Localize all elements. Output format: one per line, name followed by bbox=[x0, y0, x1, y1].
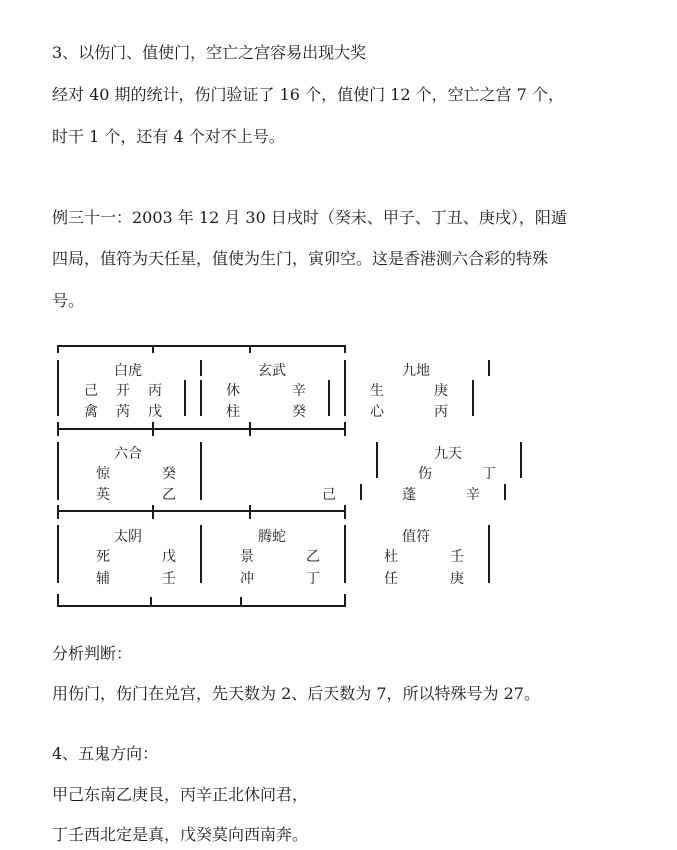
analysis-text: 用伤门，伤门在兑宫，先天数为 2、后天数为 7，所以特殊号为 27。 bbox=[52, 684, 540, 703]
chart-border bbox=[344, 525, 346, 583]
cell-glyph: 杜 bbox=[384, 549, 398, 565]
cell-glyph: 丙 bbox=[434, 404, 448, 420]
cell-glyph: 己 bbox=[84, 383, 98, 399]
cell-glyph: 癸 bbox=[292, 404, 306, 420]
cell-glyph: 禽 bbox=[84, 404, 98, 420]
chart-border bbox=[57, 525, 59, 583]
chart-border bbox=[57, 442, 59, 500]
cell-glyph: 冲 bbox=[240, 571, 254, 587]
example-line1: 例三十一：2003 年 12 月 30 日戌时（癸未、甲子、丁丑、庚戌），阳遁 bbox=[52, 208, 567, 227]
example-line3: 号。 bbox=[52, 291, 85, 310]
section3-line1: 经对 40 期的统计，伤门验证了 16 个，值使门 12 个，空亡之宫 7 个， bbox=[52, 85, 564, 104]
cell-glyph: 死 bbox=[96, 549, 110, 565]
cell-glyph: 惊 bbox=[96, 466, 110, 482]
chart-border bbox=[488, 360, 490, 376]
section3-title: 3、以伤门、值使门，空亡之宫容易出现大奖 bbox=[52, 43, 367, 62]
chart-border bbox=[57, 345, 59, 353]
cell-glyph: 戊 bbox=[148, 404, 162, 420]
chart-border bbox=[150, 597, 152, 607]
cell-glyph: 芮 bbox=[116, 404, 130, 420]
chart-border bbox=[184, 380, 186, 416]
cell-glyph: 丙 bbox=[148, 383, 162, 399]
cell-header-top-left: 白虎 bbox=[114, 363, 142, 379]
chart-border bbox=[152, 505, 154, 519]
cell-glyph: 英 bbox=[96, 487, 110, 503]
cell-glyph: 开 bbox=[116, 383, 130, 399]
chart-border bbox=[249, 505, 251, 519]
chart-border bbox=[57, 505, 59, 519]
cell-glyph: 癸 bbox=[162, 466, 176, 482]
cell-header-bot-mid: 腾蛇 bbox=[258, 529, 286, 545]
chart-border bbox=[376, 442, 378, 478]
chart-border bbox=[152, 422, 154, 436]
chart-border bbox=[200, 442, 202, 500]
cell-glyph: 庚 bbox=[434, 383, 448, 399]
chart-border bbox=[200, 360, 202, 376]
chart-border bbox=[328, 380, 330, 416]
cell-glyph: 蓬 bbox=[402, 487, 416, 503]
section4-title: 4、五鬼方向： bbox=[52, 744, 159, 763]
cell-glyph: 任 bbox=[384, 571, 398, 587]
chart-border bbox=[344, 505, 346, 519]
chart-border bbox=[472, 380, 474, 416]
section3-line2: 时干 1 个，还有 4 个对不上号。 bbox=[52, 127, 285, 146]
chart-border bbox=[488, 525, 490, 583]
cell-glyph: 生 bbox=[370, 383, 384, 399]
cell-header-bot-right: 值符 bbox=[402, 529, 430, 545]
cell-header-mid-left: 六合 bbox=[114, 446, 142, 462]
example-line2: 四局，值符为天任星，值使为生门，寅卯空。这是香港测六合彩的特殊 bbox=[52, 249, 549, 268]
cell-glyph: 壬 bbox=[450, 549, 464, 565]
chart-border bbox=[57, 428, 346, 430]
cell-glyph: 伤 bbox=[418, 466, 432, 482]
chart-border bbox=[344, 594, 346, 606]
chart-border bbox=[57, 422, 59, 436]
chart-border bbox=[520, 442, 522, 478]
chart-border bbox=[249, 345, 251, 353]
chart-border bbox=[152, 345, 154, 353]
cell-glyph: 乙 bbox=[306, 549, 320, 565]
cell-glyph: 心 bbox=[370, 404, 384, 420]
chart-border bbox=[344, 360, 346, 416]
chart-border bbox=[240, 597, 242, 607]
chart-border bbox=[200, 525, 202, 583]
cell-header-bot-left: 太阴 bbox=[114, 529, 142, 545]
cell-center-value: 己 bbox=[322, 487, 336, 503]
chart-border bbox=[504, 484, 506, 500]
cell-glyph: 丁 bbox=[306, 571, 320, 587]
chart-border bbox=[57, 605, 346, 607]
section4-line1: 甲己东南乙庚艮，丙辛正北休问君， bbox=[52, 785, 309, 804]
cell-glyph: 丁 bbox=[482, 466, 496, 482]
section4-line2: 丁壬西北定是真，戊癸莫向西南奔。 bbox=[52, 825, 309, 844]
chart-border bbox=[57, 360, 59, 416]
cell-glyph: 休 bbox=[226, 383, 240, 399]
cell-glyph: 壬 bbox=[162, 571, 176, 587]
chart-border bbox=[360, 484, 362, 500]
chart-border bbox=[57, 345, 346, 347]
chart-border bbox=[200, 380, 202, 416]
cell-glyph: 柱 bbox=[226, 404, 240, 420]
chart-border bbox=[57, 510, 346, 512]
cell-glyph: 辛 bbox=[466, 487, 480, 503]
cell-glyph: 景 bbox=[240, 549, 254, 565]
cell-glyph: 乙 bbox=[162, 487, 176, 503]
chart-border bbox=[344, 345, 346, 353]
cell-glyph: 辅 bbox=[96, 571, 110, 587]
cell-glyph: 辛 bbox=[292, 383, 306, 399]
chart-border bbox=[344, 422, 346, 436]
cell-glyph: 庚 bbox=[450, 571, 464, 587]
chart-border bbox=[249, 422, 251, 436]
cell-header-top-right: 九地 bbox=[402, 363, 430, 379]
cell-glyph: 戊 bbox=[162, 549, 176, 565]
analysis-heading: 分析判断： bbox=[52, 644, 133, 663]
cell-header-mid-right: 九天 bbox=[434, 446, 462, 462]
cell-header-top-mid: 玄武 bbox=[258, 363, 286, 379]
